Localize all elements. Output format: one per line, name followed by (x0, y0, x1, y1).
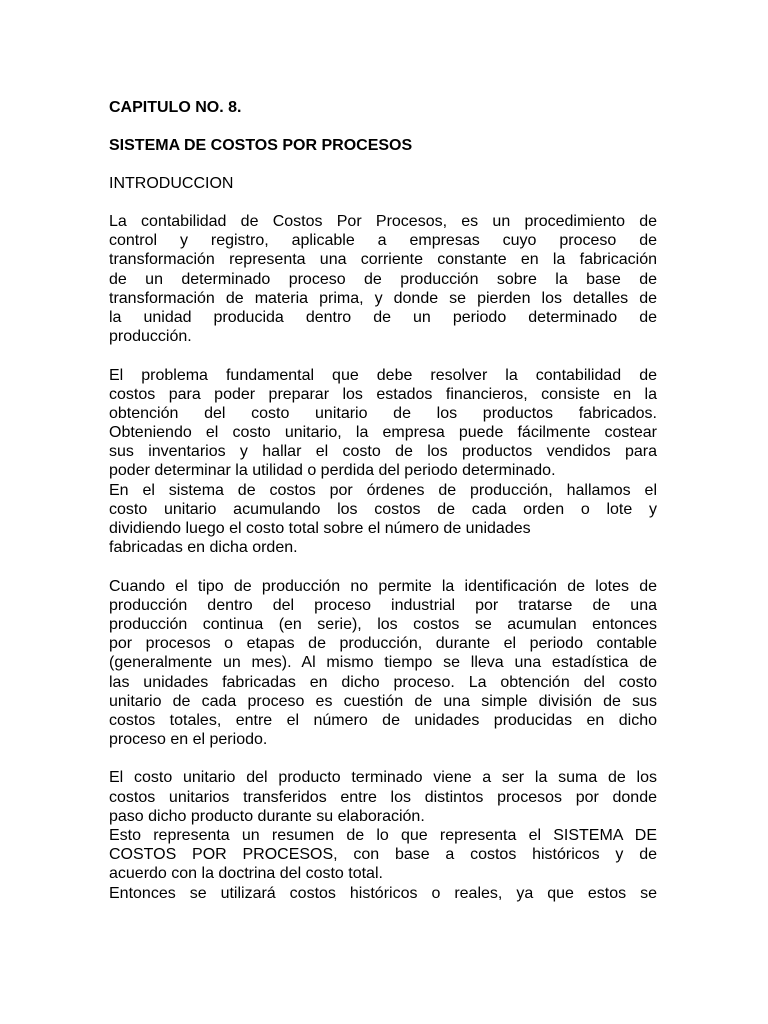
text-line: costos totales, entre el número de unidades producidas en dicho (109, 711, 657, 729)
document-body (109, 98, 657, 903)
text-line: poder determinar la utilidad o perdida del periodo determinado. (109, 462, 556, 480)
text-line: El costo unitario del producto terminado viene a ser la suma de los (109, 769, 657, 787)
text-line: Esto representa un resumen de lo que representa el SISTEMA DE (109, 827, 657, 844)
text-line: las unidades fabricadas en dicho proceso. La obtención del costo (109, 673, 657, 691)
paragraph-4 (109, 768, 657, 902)
text-line: (generalmente un mes). Al mismo tiempo se lleva una estadística de (109, 654, 657, 672)
text-line: costos para poder preparar los estados financieros, consiste en la (109, 385, 657, 403)
text-line: Cuando el tipo de producción no permite la identificación de lotes de (109, 577, 657, 595)
paragraph-1 (109, 212, 657, 346)
text-line: control y registro, aplicable a empresas cuyo proceso de (109, 232, 657, 250)
text-line: costo unitario acumulando los costos de cada orden o lote y (109, 500, 657, 518)
text-line: producción. (109, 328, 192, 346)
paragraph-gap (109, 346, 657, 365)
chapter-title: SISTEMA DE COSTOS POR PROCESOS (109, 137, 413, 154)
text-line: costos unitarios transferidos entre los distintos procesos por donde (109, 788, 657, 806)
paragraph-2 (109, 366, 657, 558)
section-heading: INTRODUCCION (109, 175, 234, 192)
chapter-number: CAPITULO NO. 8. (109, 99, 242, 116)
text-line: fabricadas en dicha orden. (109, 539, 298, 557)
text-line: acuerdo con la doctrina del costo total. (109, 865, 383, 883)
paragraph-gap (109, 557, 657, 576)
text-line: por procesos o etapas de producción, durante el periodo contable (109, 635, 657, 653)
text-line: Entonces se utilizará costos históricos o reales, ya que estos se (109, 884, 657, 902)
text-line: producción continua (en serie), los costos se acumulan entonces (109, 615, 657, 633)
text-line: transformación representa una corriente constante en la fabricación (109, 251, 657, 269)
text-line: unitario de cada proceso es cuestión de una simple división de sus (109, 692, 657, 710)
text-line: El problema fundamental que debe resolver la contabilidad de (109, 366, 657, 384)
text-line: de un determinado proceso de producción sobre la base de (109, 270, 657, 288)
text-line: dividiendo luego el costo total sobre el número de unidades (109, 520, 531, 537)
text-line: sus inventarios y hallar el costo de los productos vendidos para (109, 443, 657, 461)
text-line: COSTOS POR PROCESOS, con base a costos históricos y de (109, 846, 657, 864)
text-line: producción dentro del proceso industrial por tratarse de una (109, 596, 657, 614)
text-line: La contabilidad de Costos Por Procesos, es un procedimiento de (109, 213, 657, 230)
text-line: En el sistema de costos por órdenes de producción, hallamos el (109, 481, 657, 499)
text-line: Obteniendo el costo unitario, la empresa puede fácilmente costear (109, 424, 657, 442)
text-line: la unidad producida dentro de un periodo determinado de (109, 308, 657, 326)
text-line: proceso en el periodo. (109, 731, 268, 749)
paragraph-3 (109, 577, 657, 750)
paragraph-gap (109, 749, 657, 768)
text-line: transformación de materia prima, y donde se pierden los detalles de (109, 289, 657, 307)
text-line: paso dicho producto durante su elaboración. (109, 807, 425, 825)
text-line: obtención del costo unitario de los productos fabricados. (109, 404, 657, 422)
